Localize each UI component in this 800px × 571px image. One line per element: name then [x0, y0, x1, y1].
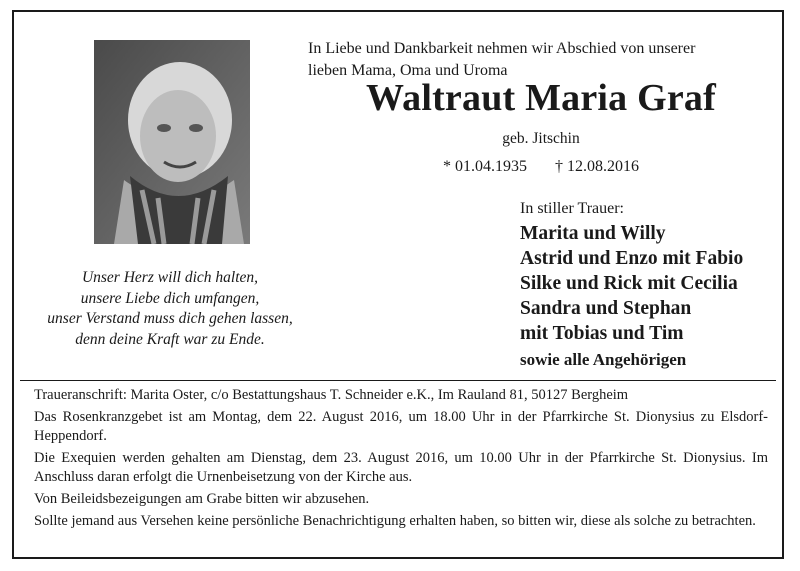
poem-line: denn deine Kraft war zu Ende. — [75, 330, 265, 348]
mourner-name: Silke und Rick mit Cecilia — [520, 273, 738, 294]
info-block — [34, 386, 768, 534]
rosary-notice: Das Rosenkranzgebet ist am Montag, dem 22. August 2016, um 18.00 Uhr in der Pfarrkirche St. Dionysius zu Elsdorf-Heppendorf. — [34, 409, 768, 444]
funeral-notice: Die Exequien werden gehalten am Dienstag, dem 23. August 2016, um 10.00 Uhr in der Pfarrkirche St. Dionysius. Im Anschluss daran erfolgt die Urnenbeisetzung von der Kirche aus. — [34, 450, 768, 485]
condolence-notice: Von Beileidsbezeigungen am Grabe bitten wir abzusehen. — [34, 491, 370, 507]
deceased-name: Waltraut Maria Graf — [366, 77, 716, 119]
portrait-illustration — [94, 40, 250, 244]
mourning-address: Traueranschrift: Marita Oster, c/o Bestattungshaus T. Schneider e.K., Im Rauland 81, 50127 Bergheim — [34, 387, 629, 403]
mourner-name: mit Tobias und Tim — [520, 323, 684, 344]
mourner-name: Astrid und Enzo mit Fabio — [520, 248, 744, 269]
portrait-photo — [94, 40, 250, 244]
poem — [20, 268, 320, 350]
death-date: † 12.08.2016 — [555, 158, 639, 175]
divider — [20, 380, 776, 381]
intro-line-1: In Liebe und Dankbarkeit nehmen wir Abschied von unserer — [308, 40, 696, 57]
mourners-closing: sowie alle Angehörigen — [520, 350, 687, 369]
poem-line: Unser Herz will dich halten, — [81, 269, 259, 286]
life-dates — [320, 158, 762, 176]
poem-line: unser Verstand muss dich gehen lassen, — [47, 310, 293, 327]
intro-line-2: lieben Mama, Oma und Uroma — [308, 62, 508, 79]
mourners-label: In stiller Trauer: — [520, 200, 624, 217]
mourner-name: Sandra und Stephan — [520, 298, 692, 319]
notification-notice: Sollte jemand aus Versehen keine persönliche Benachrichtigung erhalten haben, so bitten wir, diese als solche zu betrachten. — [34, 513, 756, 529]
birth-date: * 01.04.1935 — [443, 158, 527, 175]
birth-name: geb. Jitschin — [502, 130, 580, 147]
mourner-name: Marita und Willy — [520, 223, 666, 244]
poem-line: unsere Liebe dich umfangen, — [80, 289, 260, 307]
mourners-list — [520, 197, 780, 373]
